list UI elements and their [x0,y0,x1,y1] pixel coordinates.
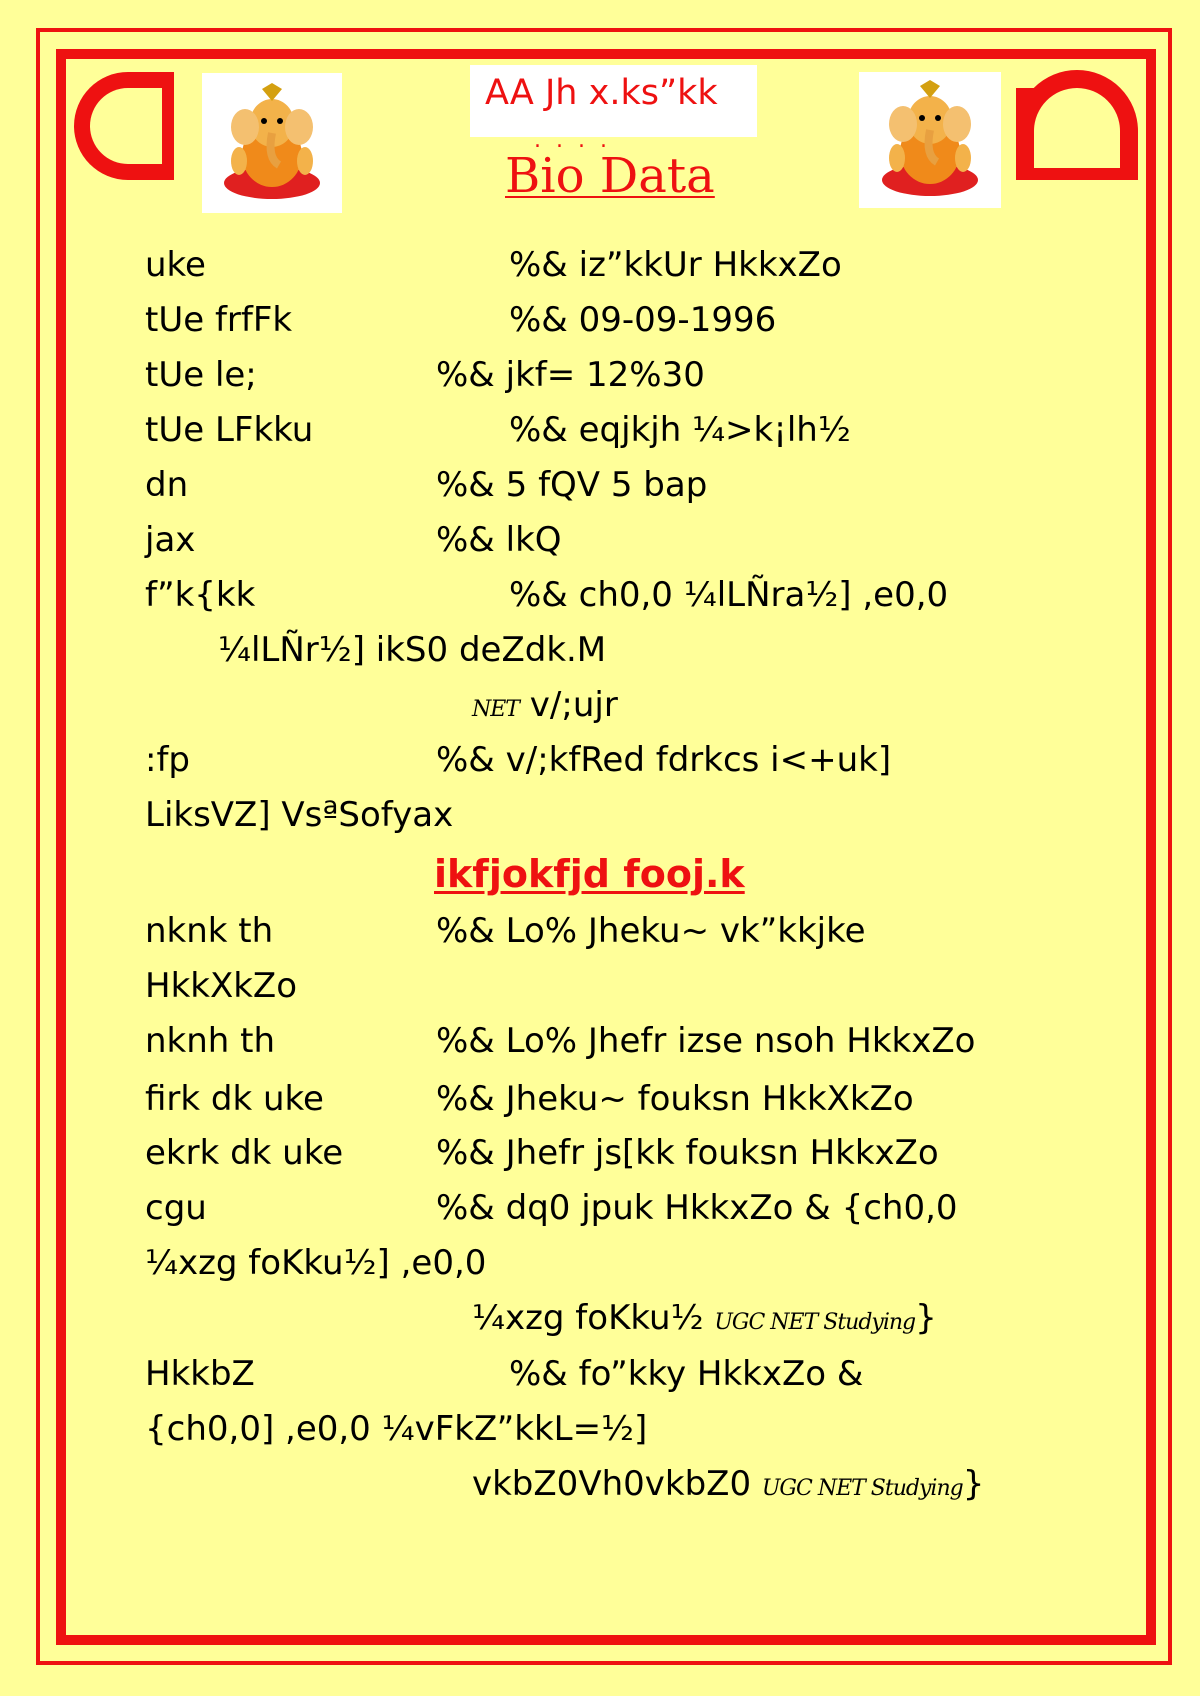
label-birth-time: tUe le; [145,355,257,395]
title-cut-text: . . . . [534,128,611,153]
value-grandfather: %& Lo% Jheku~ vk”kkjke [436,911,866,951]
label-hobby: :fp [145,740,191,780]
value-birth-time: %& jkf= 12%30 [436,355,705,395]
label-sister: cgu [145,1188,207,1228]
grandfather-continued: HkkXkZo [145,966,298,1006]
label-complexion: jax [145,520,196,560]
value-education: %& ch0,0 ¼lLÑra½] ,e0,0 [509,575,949,615]
label-grandmother: nknh th [145,1021,276,1061]
value-dob: %& 09-09-1996 [509,300,777,340]
label-mother: ekrk dk uke [145,1133,344,1173]
value-complexion: %& lkQ [436,520,562,560]
ganesha-icon [875,80,985,200]
ugc-net-label: UGC NET Studying [714,1310,916,1335]
ganesha-image-right [859,72,1001,208]
value-birth-place: %& eqjkjh ¼>k¡lh½ [509,410,851,450]
label-brother: HkkbZ [145,1354,255,1394]
page-title: AA Jh x.ks”kk [485,73,718,113]
brother-continued-2: vkbZ0Vh0vkbZ0 UGC NET Studying} [472,1464,985,1504]
label-name: uke [145,245,206,285]
sister-continued-2: ¼xzg foKku½ UGC NET Studying} [472,1298,937,1338]
value-height: %& 5 fQV 5 bap [436,465,708,505]
label-birth-place: tUe LFkku [145,410,314,450]
label-father: firk dk uke [145,1079,324,1119]
value-brother: %& fo”kky HkkxZo & [509,1354,864,1394]
inner-border [56,49,1156,1645]
net-label: NET [472,697,519,722]
value-hobby: %& v/;kfRed fdrkcs i<+uk] [436,740,892,780]
value-mother: %& Jhefr js[kk fouksn HkkxZo [436,1133,939,1173]
hobby-continued: LiksVZ] VsªSofyax [145,795,454,835]
label-grandfather: nknk th [145,911,274,951]
label-dob: tUe frfFk [145,300,293,340]
title-box [470,65,757,153]
ganesha-image-left [202,73,342,213]
ganesha-icon [217,83,327,203]
bio-data-heading: Bio Data [505,148,715,204]
value-grandmother: %& Lo% Jhefr izse nsoh HkkxZo [436,1021,976,1061]
label-education: f”k{kk [145,575,256,615]
sister-continued-1: ¼xzg foKku½] ,e0,0 [145,1243,487,1283]
value-name: %& iz”kkUr HkkxZo [509,245,842,285]
value-father: %& Jheku~ fouksn HkkXkZo [436,1079,914,1119]
ugc-net-label: UGC NET Studying [761,1476,963,1501]
family-section-heading: ikfjokfjd fooj.k [434,852,745,896]
education-continued-2: NET v/;ujr [472,685,618,725]
brother-continued-1: {ch0,0] ,e0,0 ¼vFkZ”kkL=½] [145,1409,648,1449]
value-sister: %& dq0 jpuk HkkxZo & {ch0,0 [436,1188,958,1228]
corner-ornament-left [74,72,174,180]
corner-ornament-right [1016,70,1138,180]
education-continued-1: ¼lLÑr½] ikS0 deZdk.M [218,630,607,670]
label-height: dn [145,465,189,505]
